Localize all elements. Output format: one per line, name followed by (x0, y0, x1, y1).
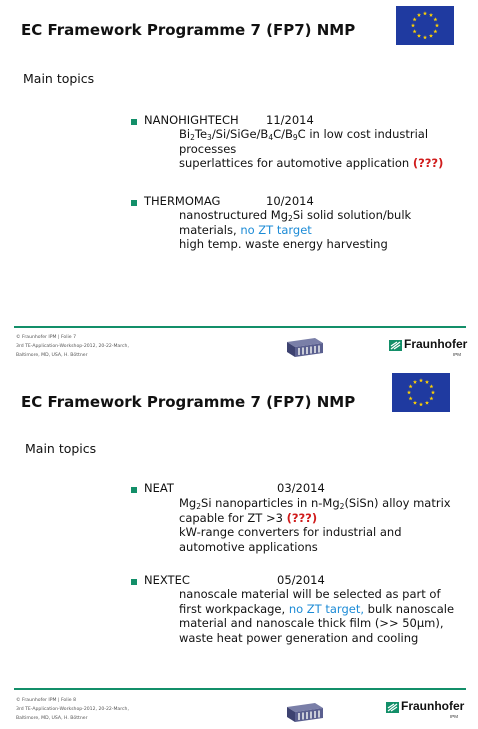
eu-flag-icon (392, 373, 450, 412)
topic-description (179, 208, 411, 252)
eu-star-icon (413, 29, 417, 33)
eu-star-icon (419, 402, 423, 406)
footer-line: © Fraunhofer IPM | Folie 7 (16, 335, 77, 340)
topic-date: 10/2014 (266, 194, 314, 208)
footer-divider (14, 688, 466, 690)
bullet-icon (131, 579, 137, 585)
footer-divider (14, 326, 466, 328)
logo-name: Fraunhofer (404, 337, 468, 351)
footer-line: Baltimore, MD, USA, H. Böttner (16, 353, 88, 358)
footer-line: 3rd TE-Application-Workshop-2012, 20-22-March, (16, 707, 129, 712)
description-line: $Mg_2Si$ nanoparticles in $n-Mg_2(SiSn)$ alloy matrix (179, 496, 451, 511)
topic-date: 03/2014 (277, 481, 325, 495)
topic-name: NEAT (144, 481, 174, 495)
description-line: superlattices for automotive application (???) (179, 156, 444, 170)
topic-description (179, 496, 451, 554)
fraunhofer-logo-icon (389, 337, 469, 363)
topic-date: 11/2014 (266, 113, 314, 127)
logo-sub: IPM (453, 352, 462, 357)
eu-star-icon (423, 35, 427, 39)
topic-name: NEXTEC (144, 573, 190, 587)
slide-2 (0, 365, 478, 729)
eu-star-icon (425, 401, 429, 405)
footer-line: Baltimore, MD, USA, H. Böttner (16, 716, 88, 721)
description-line: automotive applications (179, 539, 318, 554)
section-subtitle: Main topics (23, 71, 95, 86)
eu-star-icon (431, 390, 435, 394)
page-title: EC Framework Programme 7 (FP7) NMP (21, 393, 356, 411)
eu-star-icon (423, 11, 427, 15)
eu-star-icon (429, 384, 433, 388)
logo-name: Fraunhofer (401, 699, 465, 713)
eu-star-icon (429, 396, 433, 400)
description-line: nanoscale material will be selected as part of (179, 587, 441, 601)
description-line: high temp. waste energy harvesting (179, 237, 388, 251)
description-line: nanostructured $Mg_2Si$ solid solution/bulk (179, 208, 412, 223)
slide-1 (0, 0, 478, 364)
bullet-icon (131, 487, 137, 493)
description-line: first workpackage, no ZT target, bulk nanoscale (179, 601, 455, 616)
eu-star-icon (419, 378, 423, 382)
thermoelectric-module-icon (285, 336, 325, 358)
eu-star-icon (429, 13, 433, 17)
footer-line: 3rd TE-Application-Workshop-2012, 20-22-March, (16, 344, 129, 349)
eu-star-icon (413, 17, 417, 21)
bullet-icon (131, 200, 137, 206)
fraunhofer-logo-icon (386, 699, 466, 725)
description-line: kW-range converters for industrial and (179, 525, 402, 539)
eu-star-icon (433, 17, 437, 21)
eu-star-icon (413, 380, 417, 384)
bullet-icon (131, 119, 137, 125)
footer-text (16, 696, 129, 723)
topic-name: NANOHIGHTECH (144, 113, 239, 127)
eu-star-icon (429, 34, 433, 38)
eu-star-icon (425, 380, 429, 384)
description-line: material and nanoscale thick film (>> 50µm), (179, 616, 444, 630)
description-line: materials, no ZT target (179, 222, 312, 237)
logo-sub: IPM (450, 714, 459, 719)
eu-flag-icon (396, 6, 454, 45)
eu-star-icon (417, 34, 421, 38)
topic-date: 05/2014 (277, 573, 325, 587)
eu-star-icon (435, 23, 439, 27)
page-title: EC Framework Programme 7 (FP7) NMP (21, 21, 356, 39)
description-line: waste heat power generation and cooling (179, 630, 419, 645)
footer-text (16, 333, 129, 360)
eu-star-icon (417, 13, 421, 17)
topic-description (179, 127, 443, 171)
topic-description (179, 587, 454, 645)
thermoelectric-module-icon (285, 701, 325, 723)
section-subtitle: Main topics (25, 441, 97, 456)
eu-star-icon (433, 29, 437, 33)
footer-line: © Fraunhofer IPM | Folie 8 (16, 698, 77, 703)
eu-star-icon (407, 390, 411, 394)
topic-name: THERMOMAG (144, 194, 221, 208)
eu-star-icon (409, 384, 413, 388)
description-line: processes (179, 141, 237, 156)
eu-star-icon (409, 396, 413, 400)
eu-star-icon (411, 23, 415, 27)
eu-star-icon (413, 401, 417, 405)
description-line: capable for ZT >3 (???) (179, 510, 318, 525)
description-line: $Bi_2Te_3/Si/SiGe/B_4C/B_9C$ in low cost industrial (179, 127, 429, 142)
